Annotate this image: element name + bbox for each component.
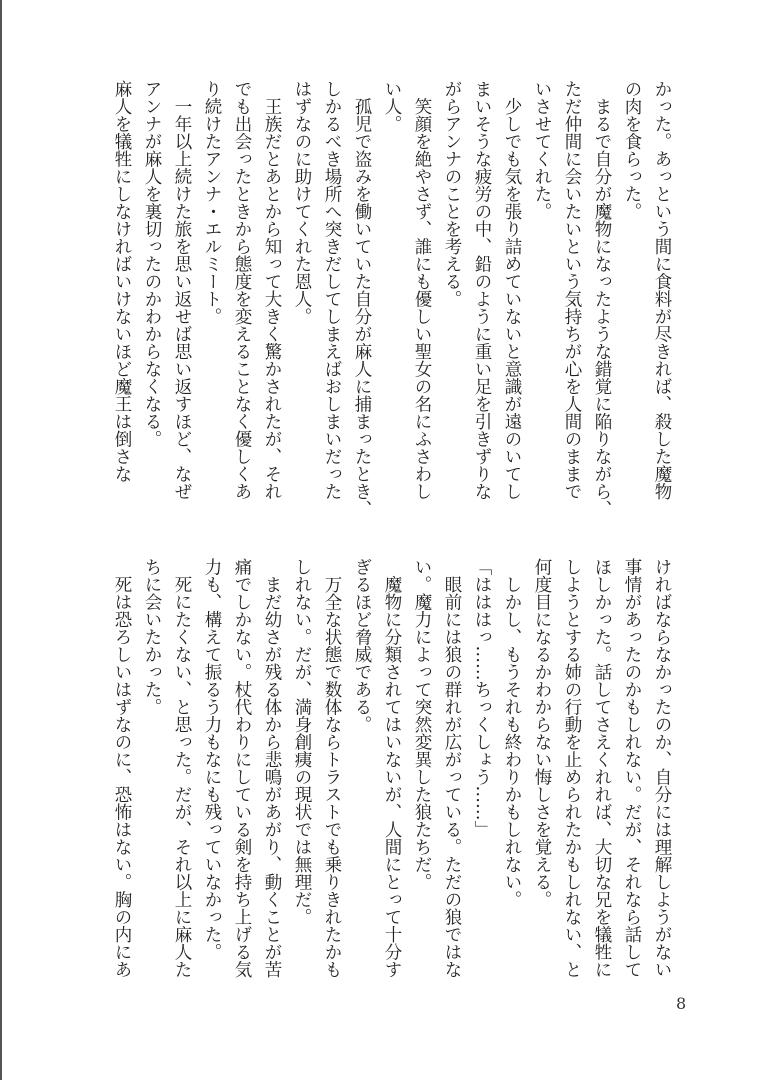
text-column: 事情があったのかもしれない。だが、それなら話して	[622, 558, 642, 978]
text-column: 何度目になるかわからない悔しさを覚える。	[532, 558, 552, 908]
text-column: はずなのに助けてくれた恩人。	[292, 80, 312, 325]
text-column: ちに会いたかった。	[142, 558, 162, 716]
text-column: 少しでも気を張り詰めていないと意識が遠のいてし	[502, 80, 522, 500]
text-column: しようとする姉の行動を止められたかもしれない、と	[562, 558, 582, 978]
text-column: 麻人を犠牲にしなければいけないほど魔王は倒さな	[112, 80, 132, 483]
text-column: しれない。だが、満身創痍の現状では無理だ。	[292, 558, 312, 926]
text-column: 王族だとあとから知って大きく驚かされたが、それ	[262, 80, 282, 500]
text-column: ぎるほど脅威である。	[352, 558, 372, 733]
text-column: 魔物に分類されてはいないが、人間にとって十分す	[382, 558, 402, 978]
page-edge-line	[0, 0, 2, 1080]
text-column: 力も、構えて振るう力もなにも残っていなかった。	[202, 558, 222, 961]
text-column: の肉を食らった。	[622, 80, 642, 220]
text-column: しかし、もうそれも終わりかもしれない。	[502, 558, 522, 908]
text-column: かった。あっという間に食料が尽きれば、殺した魔物	[652, 80, 672, 500]
text-column: がらアンナのことを考える。	[442, 80, 462, 308]
text-column: アンナが麻人を裏切ったのかわからなくなる。	[142, 80, 162, 448]
text-column: いさせてくれた。	[532, 80, 552, 220]
text-column: まるで自分が魔物になったような錯覚に陥りながら、	[592, 80, 612, 518]
text-column: しかるべき場所へ突きだしてしまえばおしまいだった	[322, 80, 342, 500]
text-block-bottom	[107, 558, 677, 998]
text-column: い。魔力によって突然変異した狼たちだ。	[412, 558, 432, 891]
text-column: 眼前には狼の群れが広がっている。ただの狼ではな	[442, 558, 462, 978]
text-block-top	[107, 80, 677, 520]
text-column: 笑顔を絶やさず、誰にも優しい聖女の名にふさわし	[412, 80, 432, 500]
text-column: ほしかった。話してさえくれれば、大切な兄を犠牲に	[592, 558, 612, 978]
text-column: 万全な状態で数体ならトラストでも乗りきれたかも	[322, 558, 342, 978]
text-column: ければならなかったのか、自分には理解しようがない	[652, 558, 672, 978]
text-column: 「はははっ……ちっくしょう……」	[472, 558, 492, 838]
text-column: 痛でしかない。杖代わりにしている剣を持ち上げる気	[232, 558, 252, 978]
text-column: 一年以上続けた旅を思い返せば思い返すほど、なぜ	[172, 80, 192, 500]
text-column: 死にたくない、と思った。だが、それ以上に麻人た	[172, 558, 192, 978]
text-column: り続けたアンナ・エルミート。	[202, 80, 222, 325]
text-column: でも出会ったときから態度を変えることなく優しくあ	[232, 80, 252, 500]
text-column: まいそうな疲労の中、鉛のように重い足を引きずりな	[472, 80, 492, 500]
text-column: ただ仲間に会いたいという気持ちが心を人間のままで	[562, 80, 582, 500]
text-column: 孤児で盗みを働いていた自分が麻人に捕まったとき、	[352, 80, 372, 518]
text-column: い人。	[382, 80, 402, 133]
text-column: まだ幼さが残る体から悲鳴があがり、動くことが苦	[262, 558, 282, 978]
page-number: 8	[676, 994, 687, 1013]
text-column: 死は恐ろしいはずなのに、恐怖はない。胸の内にあ	[112, 558, 132, 978]
